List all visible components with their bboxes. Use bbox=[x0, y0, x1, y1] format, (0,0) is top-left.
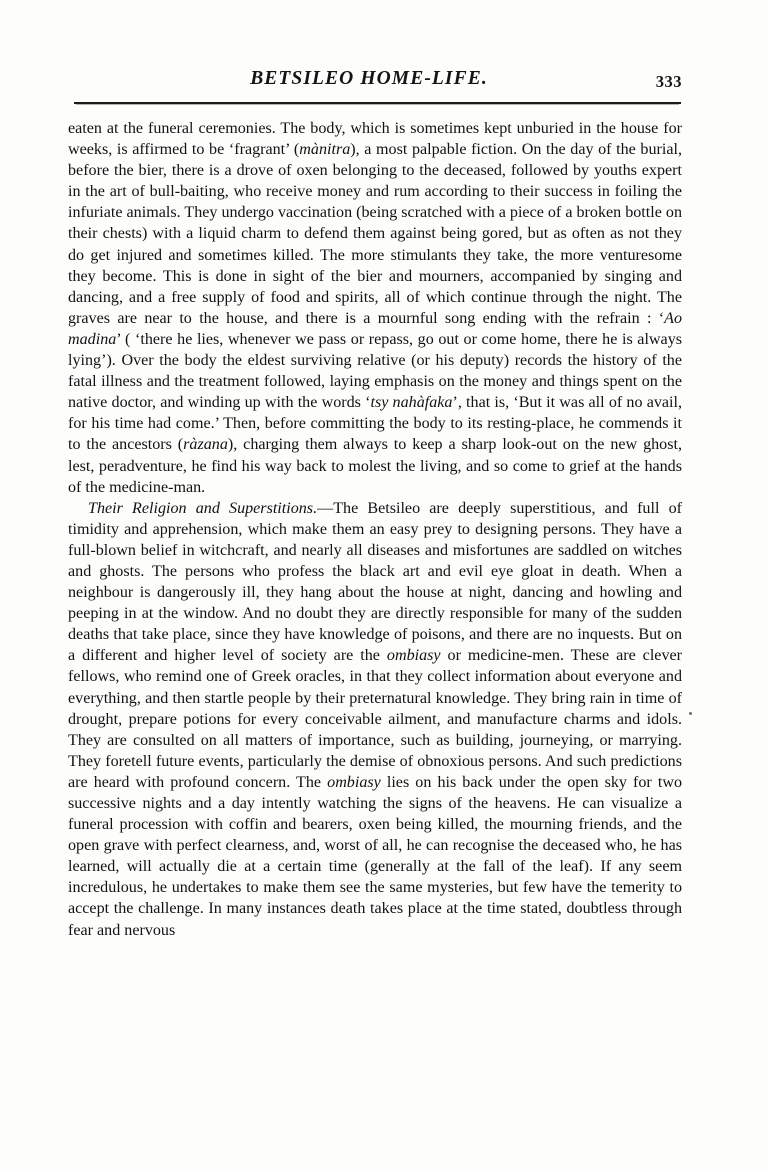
paragraph-1-text-a: eaten at the funeral ceremonies. The body, which is sometimes kept unburied in the house for weeks, is affirmed to be ‘fragrant’ ( bbox=[68, 120, 682, 159]
paragraph-1-text-b: ), a most palpable fiction. On the day of the burial, before the bier, there is a drove of oxen belonging to the deceased, followed by youths expert in the art of bull-baiting, who receive money and rum according to their success in foiling the infuriate animals. They undergo vaccination (being scratched with a piece of a broken bottle on their chests) with a liquid charm to defend them against being gored, but as often as not they do get injured and sometimes killed. The more stimulants they take, the more venturesome they become. This is done in sight of the bier and mourners, accompanied by singing and dancing, and a free supply of food and spirits, all of which continue through the night. The graves are near to the house, and there is a mournful song ending with the refrain : ‘ bbox=[68, 141, 682, 327]
header-divider-rule bbox=[74, 102, 681, 104]
paragraph-1-text-d: ’, that is, ‘But it was all of no avail, for his time had come.’ Then, before committing the body to its resting-place, he commends it to the ancestors ( bbox=[68, 394, 683, 454]
running-head bbox=[68, 68, 682, 96]
paragraph-1-text-c: ’ ( ‘there he lies, whenever we pass or repass, go out or come home, there he is always lying’). Over the body the eldest surviving relative (or his deputy) records the history of the fatal illness and the treatment followed, laying emphasis on the money and things spent on the native doctor, and winding up with the words ‘ bbox=[68, 330, 682, 412]
page-title: BETSILEO HOME-LIFE. bbox=[250, 68, 488, 89]
paragraph-religion-superstitions bbox=[68, 498, 682, 941]
scan-artifact-speck bbox=[689, 712, 692, 715]
body-text bbox=[68, 118, 682, 941]
foreign-term-manitra: mànitra bbox=[299, 141, 351, 159]
foreign-term-ombiasy-second: ombiasy bbox=[327, 773, 381, 791]
paragraph-2-text-b: or medicine-men. These are clever fellows, who remind one of Greek oracles, in that they collect information about everyone and everything, and then startle people by their preternatural knowledge. They bring rain in time of drought, prepare potions for every conceivable ailment, and manufacture charms and idols. They are consulted on all matters of importance, such as building, journeying, or marrying. They foretell future events, particularly the demise of obnoxious persons. And such predictions are heard with profound concern. The bbox=[68, 647, 682, 791]
page-number: 333 bbox=[655, 72, 682, 91]
paragraph-1-text-e: ), charging them always to keep a sharp look-out on the new ghost, lest, peradventure, he find his way back to molest the living, and so come to grief at the hands of the medicine-man. bbox=[68, 436, 682, 496]
foreign-term-tsy-nahafaka: tsy nahàfaka bbox=[370, 394, 453, 412]
paragraph-funeral-ceremonies bbox=[68, 118, 682, 498]
foreign-term-ao-madina: Ao madina bbox=[68, 309, 682, 348]
paragraph-2-text-c: lies on his back under the open sky for two successive nights and a day intently watching the signs of the heavens. He can visualize a funeral procession with coffin and bearers, oxen being killed, the mourning friends, and the open grave with perfect clearness, and, worst of all, he can recognise the deceased who, he has learned, will actually die at a certain time (generally at the fall of the leaf). If any seem incredulous, he undertakes to make them see the same mysteries, but few have the temerity to accept the challenge. In many instances death takes place at the time stated, doubtless through fear and nervous bbox=[68, 773, 682, 939]
paragraph-2-text-a: —The Betsileo are deeply superstitious, and full of timidity and apprehension, which make them an easy prey to designing persons. They have a full-blown belief in witchcraft, and nearly all diseases and misfortunes are saddled on witches and ghosts. The persons who profess the black art and evil eye gloat in death. When a neighbour is dangerously ill, they hang about the house at night, dancing and howling and peeping in at the window. And no doubt they are directly responsible for many of the sudden deaths that take place, since they have knowledge of poisons, and there are no inquests. But on a different and higher level of society are the bbox=[68, 499, 682, 665]
foreign-term-razana: ràzana bbox=[183, 436, 228, 454]
foreign-term-ombiasy-first: ombiasy bbox=[386, 647, 441, 665]
section-heading-religion: Their Religion and Superstitions. bbox=[88, 499, 318, 517]
